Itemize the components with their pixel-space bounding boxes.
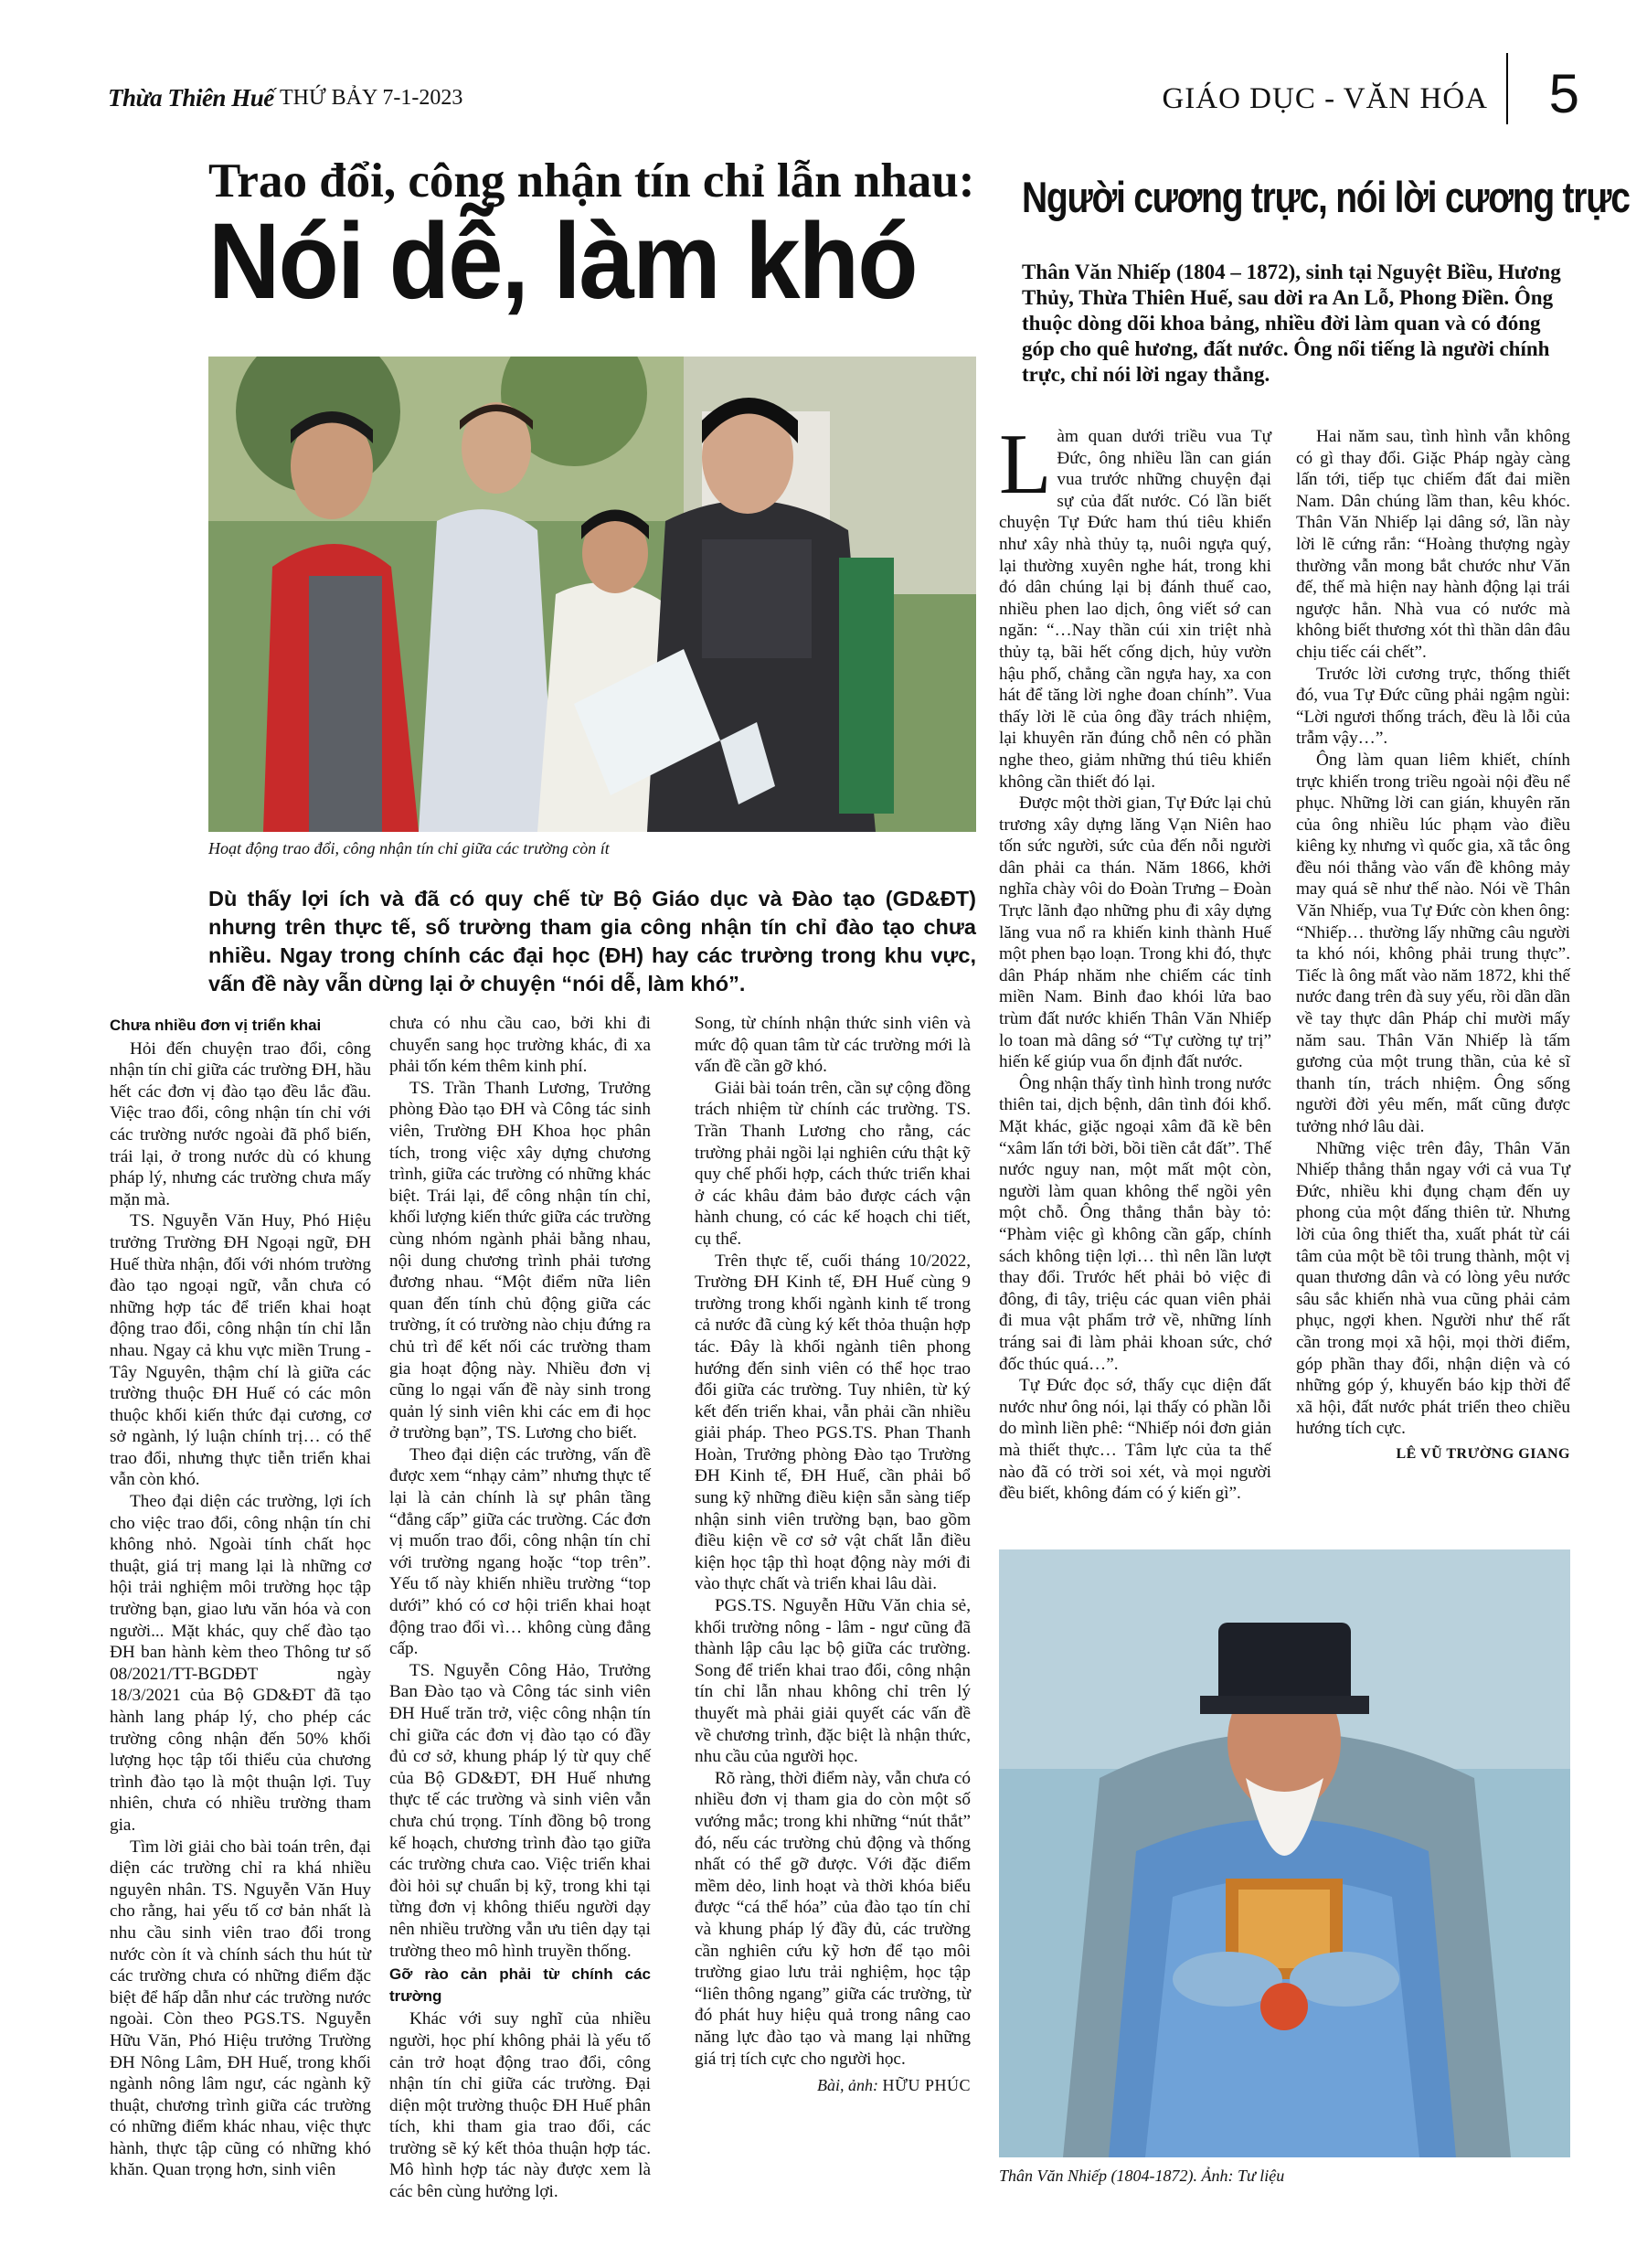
paragraph: Theo đại diện các trường, lợi ích cho việc trao đổi, công nhận tín chỉ không nhỏ. Ngoài tính chất học thuật, giá trị mang lại là những cơ hội trải nghiệm môi trường học tập trường bạn, giao lưu văn hóa và con người... Mặt khác, quy chế đào tạo ĐH ban hành kèm theo Thông tư số 08/2021/TT-BGDĐT ngày 18/3/2021 của Bộ GD&ĐT đã tạo hành lang pháp lý, cho phép các trường công nhận đến 50% khối lượng học tập tối thiểu của chương trình đào tạo là một thuận lợi. Tuy nhiên, chưa có nhiều trường tham gia. [110,1492,371,1835]
article2-column-2 [1296,426,1570,1465]
paragraph: Trước lời cương trực, thống thiết đó, vua Tự Đức cũng phải ngậm ngùi: “Lời ngươi thống trách, đều là lỗi của trẫm vậy…”. [1296,664,1570,749]
masthead-divider [1506,53,1508,124]
section-name: GIÁO DỤC - VĂN HÓA [1162,82,1488,115]
issue-date: THỨ BẢY 7-1-2023 [280,86,463,110]
paragraph: PGS.TS. Nguyễn Hữu Văn chia sẻ, khối trường nông - lâm - ngư cũng đã thành lập câu lạc bộ giữa các trường. Song để triển khai trao đổi, công nhận tín chỉ lẫn nhau không chỉ trên lý thuyết mà phải giải quyết các vấn đề về chương trình, đặc biệt là nhận thức, nhu cầu của người học. [695,1596,971,1767]
paragraph: Được một thời gian, Tự Đức lại chủ trương xây dựng lăng Vạn Niên hao tốn sức người, sức của đến nỗi người dân phải ca thán. Năm 1866, khởi nghĩa chày vôi do Đoàn Trưng – Đoàn Trực lãnh đạo những phu đi xây dựng lăng vua nổ ra khiến kinh thành Huế một phen bạo loạn. Trong khi đó, thực dân Pháp nhăm nhe chiếm các tỉnh miền Nam. Binh đao khói lửa bao trùm đất nước khiến Thân Văn Nhiếp lo toan mà dâng sớ “Tự cường tự trị” hiến kế giúp vua ổn định đất nước. [999,793,1272,1072]
article1-column-3 [695,1013,971,2097]
paragraph: Khác với suy nghĩ của nhiều người, học phí không phải là yếu tố cản trở hoạt động trao đổi, công nhận tín chỉ giữa các trường. Đại diện một trường thuộc ĐH Huế phân tích, khi tham gia trao đổi, các trường sẽ ký kết thỏa thuận hợp tác. Mô hình hợp tác này được xem là các bên cùng hưởng lợi. [389,2009,651,2202]
article1-photo [208,357,976,832]
students-photo-illustration [208,357,976,832]
paragraph: TS. Nguyễn Công Hảo, Trưởng Ban Đào tạo và Công tác sinh viên ĐH Huế trăn trở, việc công nhận tín chỉ giữa các đơn vị đào tạo có đầy đủ cơ sở, khung pháp lý từ quy chế của Bộ GD&ĐT, ĐH Huế nhưng thực tế các trường và sinh viên vẫn chưa chú trọng. Tính đồng bộ trong kế hoạch, chương trình đào tạo giữa các trường chưa cao. Việc triển khai đòi hỏi sự chuẩn bị kỹ, trong khi tại từng đơn vị không thiếu người dạy nên nhiều trường vẫn ưu tiên dạy tại trường theo mô hình truyền thống. [389,1660,651,1961]
paragraph [999,417,1271,793]
article1-subhead-1: Chưa nhiều đơn vị triển khai [110,1017,322,1034]
paragraph: Tự Đức đọc sớ, thấy cục diện đất nước như ông nói, lại thấy có phần lỗi do mình liền phê: “Nhiếp nói đơn giản mà thiết thực… Tâm lực của ta thế nào đã có trời soi xét, và mọi người đều biết, không đám có ý kiến gì”. [999,1376,1271,1504]
byline-label: Bài, ảnh: [817,2076,879,2095]
drop-cap: L [999,417,1052,512]
paragraph: Ông làm quan liêm khiết, chính trực khiến trong triều ngoài nội đều nể phục. Những lời can gián, khuyên răn của ông nhiều lúc phạm vào điều kiêng kỵ nhưng vì quốc gia, xã tắc ông đều nói thẳng vào vấn đề không mảy may quá sẽ như thế nào. Nói về Thân Văn Nhiếp, vua Tự Đức còn khen ông: “Nhiếp… thường lấy những câu người ta khó nói, không phải trung thực”. Tiếc là ông mất vào năm 1872, khi thế nước đang trên đà suy yếu, rồi dần dần về tay thực dân Pháp chỉ mười mấy năm sau. Thân Văn Nhiếp là tấm gương của một trung thần, của kẻ sĩ thanh tín, trách nhiệm. Ông sống người đời yêu mến, mất cũng được tưởng nhớ lâu dài. [1296,750,1570,1136]
article1-subhead-2: Gỡ rào cản phải từ chính các trường [389,1965,651,2005]
paragraph: Hỏi đến chuyện trao đổi, công nhận tín chỉ giữa các trường ĐH, hầu hết các đơn vị đào tạo đều lắc đầu. Việc trao đổi, công nhận tín chỉ với các trường nước ngoài đã phổ biến, trái lại, ở trong nước dù có khung pháp lý, nhưng các trường chưa mấy mặn mà. [110,1038,371,1209]
article1-headline: Nói dễ, làm khó [208,201,917,322]
masthead [108,63,1579,124]
article1-byline [695,2075,971,2097]
portrait-illustration [999,1549,1570,2157]
article1-column-1 [110,1013,371,2181]
paragraph: Theo đại diện các trường, vấn đề được xem “nhạy cảm” nhưng thực tế lại là cản chính là sự phân tầng “đẳng cấp” giữa các trường. Các đơn vị muốn trao đổi, công nhận tín chỉ với trường ngang hoặc “top trên”. Yếu tố này khiến nhiều trường “top dưới” khó có cơ hội triển khai hoạt động trao đổi vì… không cùng đẳng cấp. [389,1444,651,1659]
newspaper-name: Thừa Thiên Huế [108,84,274,112]
paragraph: TS. Nguyễn Văn Huy, Phó Hiệu trưởng Trường ĐH Ngoại ngữ, ĐH Huế thừa nhận, đối với nhóm trường đào tạo ngoại ngữ, vẫn chưa có những hợp tác để triển khai hoạt động trao đổi, công nhận tín chỉ lẫn nhau. Ngay cả khu vực miền Trung - Tây Nguyên, thậm chí là giữa các trường thuộc ĐH Huế có các môn thuộc khối kiến thức đại cương, cơ sở ngành, lý luận chính trị… có thể trao đổi, nhưng thực tiễn triển khai vẫn còn khó. [110,1211,371,1490]
paragraph: chưa có nhu cầu cao, bởi khi đi chuyển sang học trường khác, đi xa phải tốn kém thêm kinh phí. [389,1014,651,1077]
paragraph-text: àm quan dưới triều vua Tự Đức, ông nhiều lần can gián vua trước những chuyện đại sự của đất nước. Có lần biết chuyện Tự Đức ham thú tiêu khiển như xây nhà thủy tạ, nuôi ngựa quý, lại thường xuyên nghe hát, trong khi đó dân chúng lại bị đánh thuế cao, nhiều phen lao dịch, ông viết sớ can ngăn: “…Nay thần cúi xin triệt nhà thủy tạ, bãi hết cống dịch, hủy vườn hậu phố, chẳng cần ngựa hay, xa con hát để tăng lời nghe đoan chính”. Vua thấy lời lẽ của ông đầy trách nhiệm, lại khuyên răn đúng chỗ nên có phần nghe theo, giảm những thú tiêu khiển không cần thiết đó lại. [999,427,1271,792]
article2-byline: LÊ VŨ TRƯỜNG GIANG [1396,1445,1570,1462]
article2-portrait-photo [999,1549,1570,2157]
paragraph: Giải bài toán trên, cần sự cộng đồng trách nhiệm từ chính các trường. TS. Trần Thanh Lương cho rằng, các trường phải ngồi lại nghiên cứu thật kỹ quy chế phối hợp, cách thức triển khai ở các khâu đảm bảo được cách vận hành chung, có các kế hoạch chi tiết, cụ thể. [695,1078,971,1249]
article2-column-1 [999,417,1272,1505]
article2-photo-caption: Thân Văn Nhiếp (1804-1872). Ảnh: Tư liệu [999,2167,1285,2185]
paragraph: Những việc trên đây, Thân Văn Nhiếp thẳng thắn ngay với cả vua Tự Đức, nhiều khi đụng chạm đến uy phong của một đấng thiên tử. Nhưng lời của ông thiết tha, xuất phát từ cái tâm của một bề tôi trung thành, một vị quan thương dân và có lòng yêu nước sâu sắc khiến nhà vua cũng phải cảm phục, ngợi khen. Người như thế rất cần trong mọi xã hội, mọi thời điểm, góp phần thay đổi, nhận diện và có những góp ý, khuyến báo kịp thời để xã hội, đất nước phát triển theo chiều hướng tích cực. [1296,1138,1570,1439]
article1-column-2 [389,1013,651,2203]
paragraph: Song, từ chính nhận thức sinh viên và mức độ quan tâm từ các trường mới là vấn đề cần gỡ khó. [695,1014,971,1077]
paragraph: Rõ ràng, thời điểm này, vẫn chưa có nhiều đơn vị tham gia do còn một số vướng mắc; trong khi những “nút thắt” đó, nếu các trường chủ động và thống nhất có thể gỡ được. Với đặc điểm mềm dẻo, linh hoạt và thời khóa biểu được “cá thể hóa” của đào tạo tín chỉ và khung pháp lý đầy đủ, các trường cần nghiên cứu kỹ hơn để tạo môi trường giao lưu trải nghiệm, học tập “liên thông ngang” giữa các trường, từ đó phát huy hiệu quả trong nâng cao năng lực đào tạo và mang lại những giá trị tích cực cho người học. [695,1768,971,2069]
article1-photo-caption: Hoạt động trao đổi, công nhận tín chỉ giữa các trường còn ít [208,839,610,857]
byline-author: HỮU PHÚC [882,2076,971,2095]
article1-kicker: Trao đổi, công nhận tín chỉ lẫn nhau: [208,154,975,208]
article1-lead: Dù thấy lợi ích và đã có quy chế từ Bộ Giáo dục và Đào tạo (GD&ĐT) nhưng trên thực tế, số trường tham gia công nhận tín chỉ đào tạo chưa nhiều. Ngay trong chính các đại học (ĐH) hay các trường trong khu vực, vấn đề này vẫn dừng lại ở chuyện “nói dễ, làm khó”. [208,887,976,996]
article2-lead: Thân Văn Nhiếp (1804 – 1872), sinh tại Nguyệt Biều, Hương Thủy, Thừa Thiên Huế, sau dời ra An Lỗ, Phong Điền. Ông thuộc dòng dõi khoa bảng, nhiều đời làm quan và có đóng góp cho quê hương, đất nước. Ông nổi tiếng là người chính trực, chỉ nói lời ngay thẳng. [1022,261,1561,386]
paragraph: Tìm lời giải cho bài toán trên, đại diện các trường chỉ ra khá nhiều nguyên nhân. TS. Nguyễn Văn Huy cho rằng, hai yếu tố cơ bản nhất là nhu cầu sinh viên trao đổi trong nước còn ít và chính sách thu hút từ các trường chưa có những điểm đặc biệt để hấp dẫn như các trường nước ngoài. Còn theo PGS.TS. Nguyễn Hữu Văn, Phó Hiệu trưởng Trường ĐH Nông Lâm, ĐH Huế, trong khối ngành nông lâm ngư, các ngành kỹ thuật, chương trình giữa các trường có những điểm khác nhau, việc thực hành, thực tập cũng có những khó khăn. Quan trọng hơn, sinh viên [110,1837,371,2180]
page-number: 5 [1548,63,1579,124]
article2-headline: Người cương trực, nói lời cương trực [1022,173,1630,221]
paragraph: Trên thực tế, cuối tháng 10/2022, Trường ĐH Kinh tế, ĐH Huế cùng 9 trường trong khối ngành kinh tế trong cả nước đã cùng ký kết thỏa thuận hợp tác. Đây là khối ngành tiên phong hướng đến sinh viên có thể học trao đổi giữa các trường. Tuy nhiên, từ ký kết đến triển khai, vẫn phải cần nhiều giải pháp. Theo PGS.TS. Phan Thanh Hoàn, Trưởng phòng Đào tạo Trường ĐH Kinh tế, ĐH Huế, cần phải bổ sung kỹ những điều kiện sẵn sàng tiếp nhận sinh viên trường bạn, bao gồm điều kiện về cơ sở vật chất lẫn điều kiện học tập thì hoạt động này mới đi vào thực chất và triển khai lâu dài. [695,1251,971,1594]
paragraph: Ông nhận thấy tình hình trong nước thiên tai, dịch bệnh, dân tình đói khổ. Mặt khác, giặc ngoại xâm đã kề bên “xâm lấn tới bời, bồi tiền cắt đất”. Thế nước nguy nan, một mất một còn, người làm quan không thể ngồi yên một chỗ. Ông thẳng thắn bày tỏ: “Phàm việc gì không cần gấp, chính sách không tiện lợi… thì nên lần lượt thay đổi. Trước hết phải bỏ việc đi đông, đi tây, triệu các quan viên phải đi mua vật phẩm trở về, những lính tráng sai đi làm phải khoan sức, chớ đốc thúc quá…”. [999,1073,1271,1374]
paragraph: Hai năm sau, tình hình vẫn không có gì thay đổi. Giặc Pháp ngày càng lấn tới, tiếp tục chiếm đất đai miền Nam. Dân chúng lầm than, kêu khóc. Thân Văn Nhiếp lại dâng sớ, lần này lời lẽ cứng rắn: “Hoàng thượng ngày thường vẫn mong bắt chước như Văn đế, thế mà hiện nay hành động lại trái ngược hẳn. Nhà vua có nước mà không biết thương xót thì thần dân đâu chịu tiếc cái chết”. [1296,427,1570,662]
paragraph: TS. Trần Thanh Lương, Trưởng phòng Đào tạo ĐH và Công tác sinh viên, Trường ĐH Khoa học phân tích, trong việc xây dựng chương trình, giữa các trường có những khác biệt. Trái lại, để công nhận tín chỉ, khối lượng kiến thức giữa các trường cùng nhóm ngành phải bằng nhau, nội dung chương trình phải tương đương nhau. “Một điểm nữa liên quan đến tính chủ động giữa các trường, ít có trường nào chịu đứng ra chủ trì để kết nối các trường tham gia hoạt động này. Nhiều đơn vị cũng lo ngại vấn đề này sinh trong quản lý sinh viên khi các em đi học ở trường bạn”, TS. Lương cho biết. [389,1078,651,1443]
